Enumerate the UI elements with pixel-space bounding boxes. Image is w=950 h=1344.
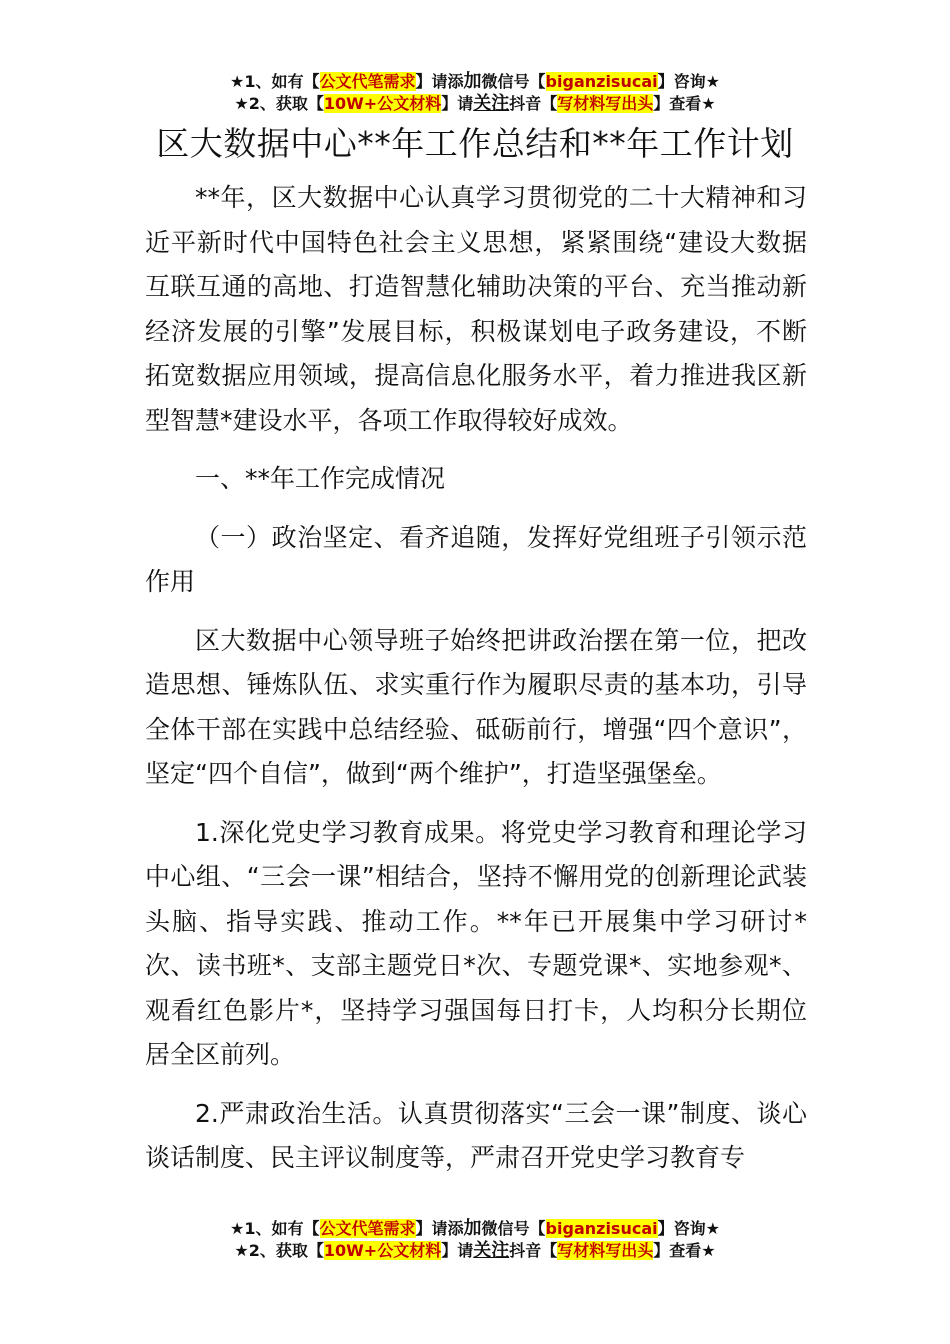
banner-line-1 (0, 1218, 950, 1240)
banner-text: 关注 (473, 1240, 510, 1261)
banner-text: 】查看★ (653, 94, 716, 113)
banner-text: 】请 (441, 1241, 474, 1260)
banner-line-1 (0, 71, 950, 93)
banner-text: 抖音【 (509, 94, 558, 113)
banner-text: 微信号【 (481, 72, 546, 91)
banner-line-2 (0, 1240, 950, 1262)
paragraph-item-2: 2.严肃政治生活。认真贯彻落实“三会一课”制度、谈心谈话制度、民主评议制度等，严肃召开党史学习教育专 (145, 1098, 807, 1172)
banner-highlight: 10W+公文材料 (323, 1241, 442, 1260)
banner-text: ★1、如有【 (230, 1219, 320, 1238)
banner-text: 】咨询★ (657, 72, 720, 91)
banner-line-2 (0, 93, 950, 115)
banner-text: ★2、获取【 (234, 94, 324, 113)
paragraph-intro: **年，区大数据中心认真学习贯彻党的二十大精神和习近平新时代中国特色社会主义思想，紧紧围绕“建设大数据互联互通的高地、打造智慧化辅助决策的平台、充当推动新经济发展的引擎”发展目标，积极谋划电子政务建设，不断拓宽数据应用领域，提高信息化服务水平，着力推进我区新型智慧*建设水平，各项工作取得较好成效。 (145, 183, 807, 435)
banner-highlight: 写材料写出头 (557, 1241, 654, 1260)
banner-highlight: biganzisucai (545, 72, 658, 91)
banner-text: 】请添 (415, 1219, 464, 1238)
page-title: 区大数据中心**年工作总结和**年工作计划 (156, 124, 794, 163)
banner-highlight: 公文代笔需求 (319, 1219, 416, 1238)
banner-text: 加 (463, 1218, 482, 1239)
top-banner (0, 71, 950, 115)
banner-text: 】查看★ (653, 1241, 716, 1260)
banner-text: 】请添 (415, 72, 464, 91)
banner-text: 】咨询★ (657, 1219, 720, 1238)
banner-text: 微信号【 (481, 1219, 546, 1238)
section-heading: 一、**年工作完成情况 (195, 464, 446, 493)
banner-highlight: 写材料写出头 (557, 94, 654, 113)
paragraph-item-1: 1.深化党史学习教育成果。将党史学习教育和理论学习中心组、“三会一课”相结合，坚持不懈用党的创新理论武装头脑、指导实践、推动工作。**年已开展集中学习研讨*次、读书班*、支部主题党日*次、专题党课*、实地参观*、观看红色影片*，坚持学习强国每日打卡，人均积分长期位居全区前列。 (145, 817, 807, 1069)
bottom-banner (0, 1218, 950, 1262)
banner-highlight: 公文代笔需求 (319, 72, 416, 91)
paragraph: 区大数据中心领导班子始终把讲政治摆在第一位，把改造思想、锤炼队伍、求实重行作为履职尽责的基本功，引导全体干部在实践中总结经验、砥砺前行，增强“四个意识”，坚定“四个自信”，做到“两个维护”，打造坚强堡垒。 (145, 625, 807, 788)
banner-highlight: biganzisucai (545, 1219, 658, 1238)
banner-text: 加 (463, 71, 482, 92)
banner-text: ★1、如有【 (230, 72, 320, 91)
banner-text: ★2、获取【 (234, 1241, 324, 1260)
banner-highlight: 10W+公文材料 (323, 94, 442, 113)
document-body (145, 176, 807, 1195)
banner-text: 抖音【 (509, 1241, 558, 1260)
banner-text: 】请 (441, 94, 474, 113)
banner-text: 关注 (473, 93, 510, 114)
subsection-heading: （一）政治坚定、看齐追随，发挥好党组班子引领示范作用 (145, 522, 807, 596)
